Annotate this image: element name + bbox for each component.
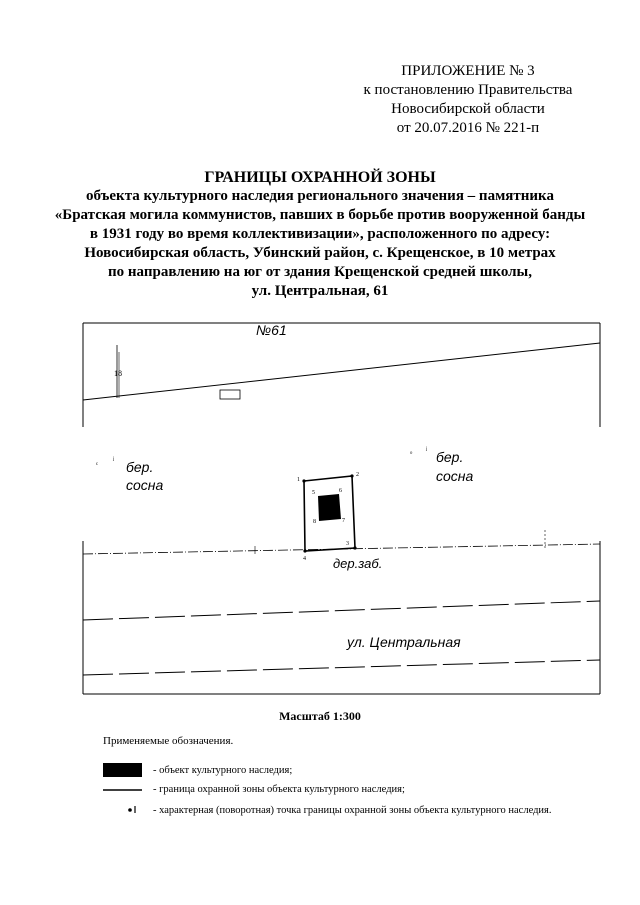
appendix-region: Новосибирской области: [391, 101, 545, 117]
porch: [220, 390, 240, 399]
street-edge-lower: [83, 660, 600, 675]
title-main: ГРАНИЦЫ ОХРАННОЙ ЗОНЫ: [204, 169, 436, 186]
legend-point-symbol: [128, 808, 132, 812]
legend-heritage-symbol: [103, 763, 142, 777]
legend-heritage-text: - объект культурного наследия;: [153, 765, 293, 776]
street-label: ул. Центральная: [347, 634, 461, 650]
title-line-2: объекта культурного наследия регионального значения – памятника: [86, 188, 554, 204]
appendix-date: от 20.07.2016 № 221-п: [396, 120, 540, 136]
heritage-object: [318, 494, 341, 521]
building-boundary-line: [83, 343, 600, 400]
title-line-7: ул. Центральная, 61: [251, 283, 389, 299]
point-label-4: 4: [303, 556, 306, 562]
point-label-8: 8: [313, 519, 316, 525]
point-label-1: 1: [297, 477, 300, 483]
point-label-3: 3: [346, 541, 349, 547]
street-edge-upper: [83, 601, 600, 620]
map-scale: Масштаб 1:300: [279, 709, 361, 723]
building-number: №61: [256, 322, 287, 338]
fence-label: дер.заб.: [333, 556, 383, 571]
tree-marker-right: ʲ: [426, 445, 428, 454]
boundary-point-1: [302, 479, 305, 482]
tree-left-line2: сосна: [126, 477, 164, 493]
tree-symbol-right: ᵒ: [410, 449, 413, 458]
title-line-6: по направлению на юг от здания Крещенской средней школы,: [108, 264, 532, 280]
boundary-point-2: [350, 474, 353, 477]
tree-symbol-left: ᶜ: [96, 460, 99, 469]
title-line-4: в 1931 году во время коллективизации», расположенного по адресу:: [89, 226, 551, 242]
point-label-2: 2: [356, 472, 359, 478]
point-label-7: 7: [342, 518, 345, 524]
title-line-3: «Братская могила коммунистов, павших в борьбе против вооруженной банды: [54, 207, 586, 223]
point-label-5: 5: [312, 490, 315, 496]
boundary-point-3: [353, 546, 356, 549]
title-line-5: Новосибирская область, Убинский район, с. Крещенское, в 10 метрах: [84, 245, 556, 261]
tree-right-line1: бер.: [436, 449, 464, 465]
tree-marker-left: ʲ: [113, 455, 115, 464]
point-label-6: 6: [339, 488, 342, 494]
tree-right-line2: сосна: [436, 468, 474, 484]
legend-boundary-text: - граница охранной зоны объекта культурного наследия;: [153, 784, 405, 795]
tree-left-line1: бер.: [126, 459, 154, 475]
appendix-resolution: к постановлению Правительства: [363, 82, 573, 98]
legend-point-text: - характерная (поворотная) точка границы охранной зоны объекта культурного наследия.: [153, 805, 552, 816]
appendix-number: ПРИЛОЖЕНИЕ № 3: [401, 63, 535, 79]
small-label: 18: [114, 369, 122, 378]
boundary-point-4: [303, 549, 306, 552]
legend-title: Применяемые обозначения.: [103, 735, 234, 747]
